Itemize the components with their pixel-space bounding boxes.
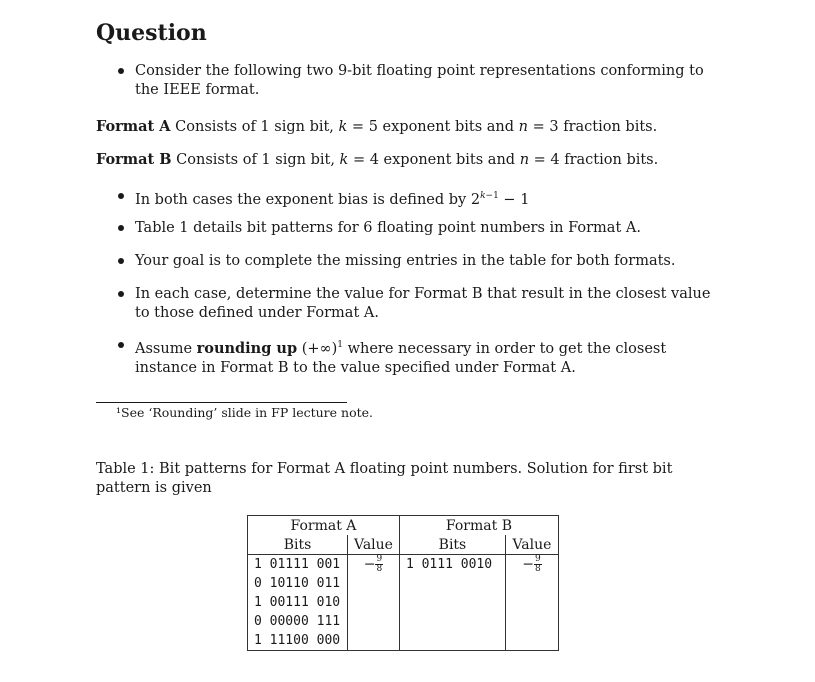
bullet-table-details: Table 1 details bit patterns for 6 floating point numbers in Format A. xyxy=(135,220,641,236)
footnote-rule xyxy=(96,402,347,403)
table-row xyxy=(248,612,559,631)
a-bits-cell: 1 00111 010 xyxy=(248,593,348,612)
col-header-a-bits: Bits xyxy=(248,535,348,555)
format-a-text: Consists of 1 sign bit, k = 5 exponent bits and n = 3 fraction bits. xyxy=(175,119,658,135)
format-b-label: Format B xyxy=(96,151,172,168)
b-bits-cell: 1 0111 0010 xyxy=(399,555,505,575)
b-bits-cell xyxy=(399,631,505,651)
a-bits-cell: 1 01111 001 xyxy=(248,555,348,575)
format-a-header: Format A xyxy=(248,516,400,536)
intro-bullet: Consider the following two 9-bit floating point representations conforming to the IEEE format. xyxy=(135,63,704,98)
bullet-marker xyxy=(118,68,124,74)
footnote: ¹See ‘Rounding’ slide in FP lecture note. xyxy=(116,405,374,420)
format-b-description xyxy=(96,150,736,170)
bullet-marker xyxy=(118,291,124,297)
col-header-b-value: Value xyxy=(505,535,558,555)
b-bits-cell xyxy=(399,612,505,631)
bullet-rounding: Assume rounding up (+∞)$^1$ where necessary in order to get the closest instance in Format B to the value specified under Format A. xyxy=(135,339,667,376)
a-value-cell xyxy=(348,612,400,631)
a-bits-cell: 1 11100 000 xyxy=(248,631,348,651)
bullet-exponent-bias: In both cases the exponent bias is defined by $2^{k-1} - 1$ xyxy=(135,191,530,208)
table-row xyxy=(248,574,559,593)
a-value-cell xyxy=(348,574,400,593)
a-bits-cell: 0 10110 011 xyxy=(248,574,348,593)
format-b-text: Consists of 1 sign bit, k = 4 exponent bits and n = 4 fraction bits. xyxy=(176,152,659,168)
b-value-cell xyxy=(505,612,558,631)
b-bits-cell xyxy=(399,574,505,593)
bullet-marker xyxy=(118,342,124,348)
bullet-marker xyxy=(118,225,124,231)
format-a-label: Format A xyxy=(96,118,171,135)
b-value-cell xyxy=(505,631,558,651)
table-row xyxy=(248,555,559,575)
col-header-a-value: Value xyxy=(348,535,400,555)
a-bits-cell: 0 00000 111 xyxy=(248,612,348,631)
b-bits-cell xyxy=(399,593,505,612)
b-value-cell xyxy=(505,574,558,593)
table-row xyxy=(248,593,559,612)
table-row xyxy=(248,631,559,651)
b-value-cell: − $\frac{9}{8}$ xyxy=(505,555,558,575)
page-title: Question xyxy=(96,20,207,46)
format-table xyxy=(247,515,559,651)
bullet-marker xyxy=(118,258,124,264)
bullet-goal: Your goal is to complete the missing entries in the table for both formats. xyxy=(135,253,676,269)
format-b-header: Format B xyxy=(399,516,558,536)
table-caption: Table 1: Bit patterns for Format A floating point numbers. Solution for first bit pattern is given xyxy=(96,461,673,496)
bullet-marker xyxy=(118,193,124,199)
b-value-cell xyxy=(505,593,558,612)
a-value-cell xyxy=(348,593,400,612)
col-header-b-bits: Bits xyxy=(399,535,505,555)
a-value-cell xyxy=(348,631,400,651)
a-value-cell: − $\frac{9}{8}$ xyxy=(348,555,400,575)
format-a-description xyxy=(96,117,736,137)
bullet-closest-value: In each case, determine the value for Format B that result in the closest value to those defined under Format A. xyxy=(135,286,711,321)
